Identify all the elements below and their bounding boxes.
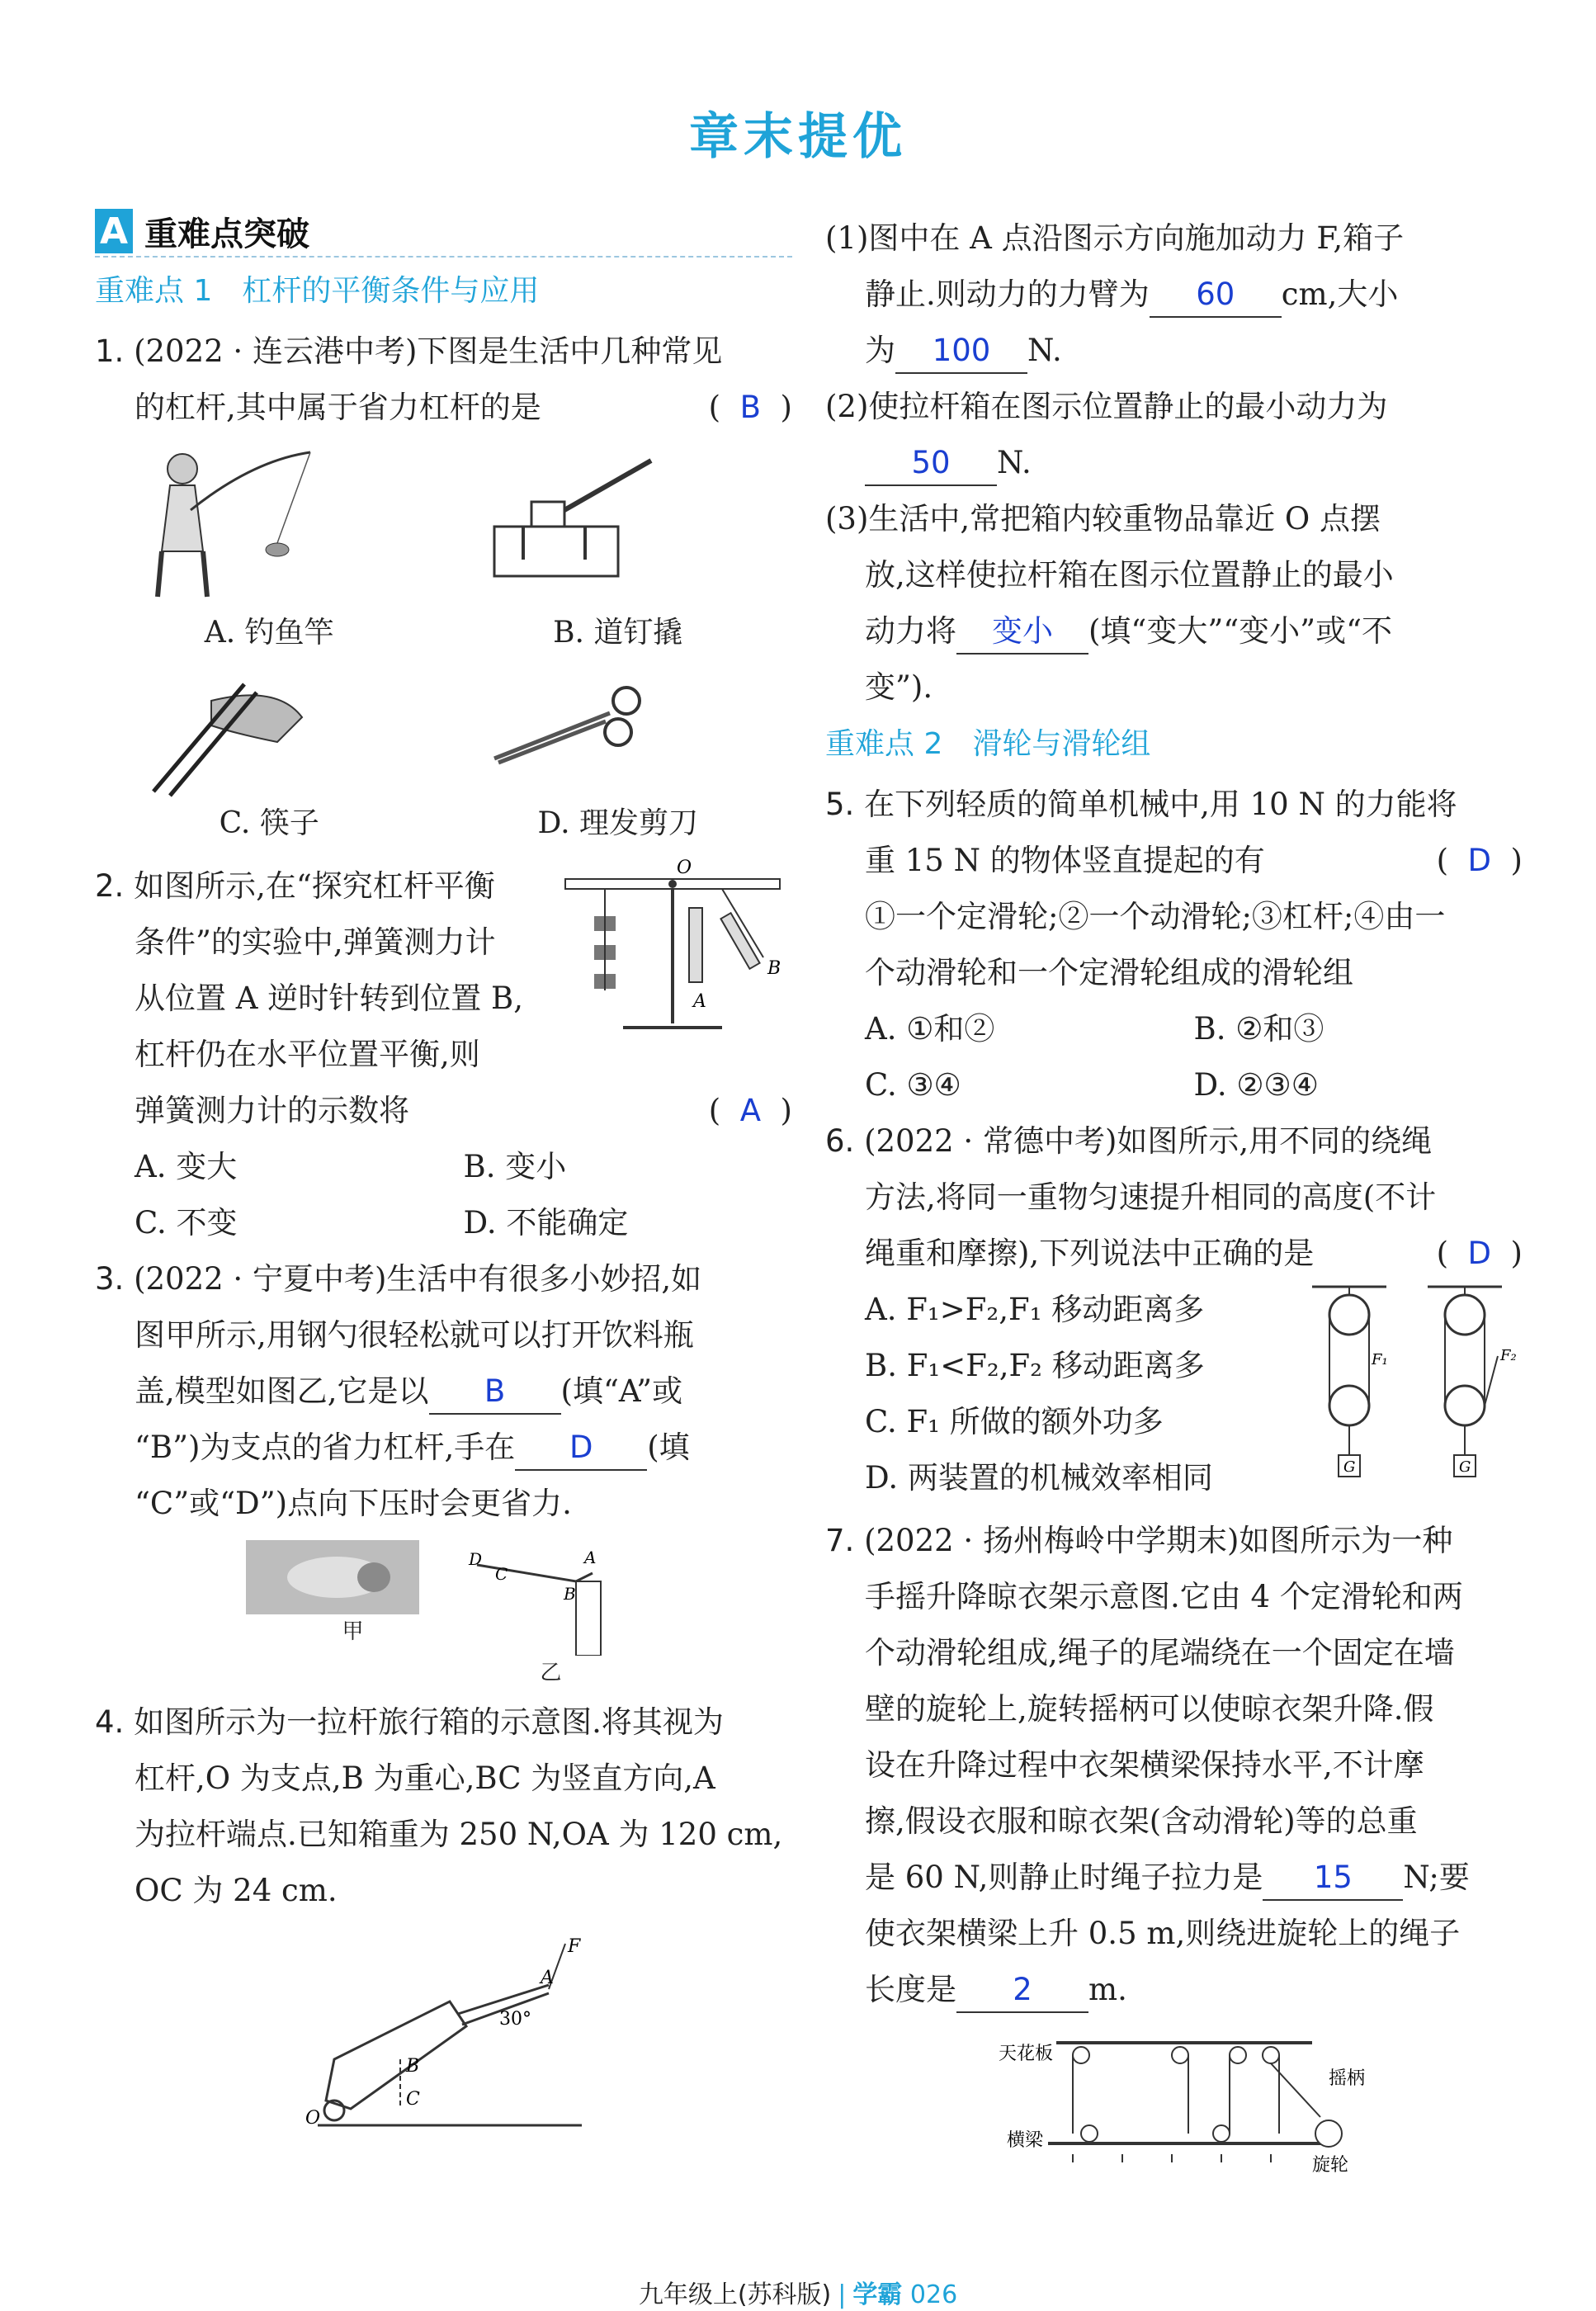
label-g-2: G: [1459, 1458, 1471, 1476]
question-2-line3: 从位置 A 逆时针转到位置 B,: [135, 981, 523, 1016]
pulley-systems-figure: [1296, 1282, 1523, 1496]
question-3-line3a: 盖,模型如图乙,它是以: [135, 1373, 429, 1409]
question-3-line2: 图甲所示,用钢勺很轻松就可以打开饮料瓶: [135, 1317, 694, 1353]
question-7-line9b: m.: [1088, 1972, 1127, 2007]
question-2-line5: 弹簧测力计的示数将: [135, 1093, 409, 1128]
label-d: D: [468, 1549, 482, 1569]
question-7-line5: 设在升降过程中衣架横梁保持水平,不计摩: [865, 1747, 1424, 1783]
question-3-number: 3.: [95, 1261, 125, 1297]
question-3-answer-2: D: [569, 1430, 593, 1465]
question-5-option-b: B. ②和③: [1193, 1011, 1324, 1047]
question-7-line4: 壁的旋轮上,旋转摇柄可以使晾衣架升降.假: [865, 1691, 1434, 1727]
question-5-line2: 重 15 N 的物体竖直提起的有: [865, 843, 1265, 878]
page-footer: 九年级上(苏科版) | 学霸 026: [638, 2280, 958, 2309]
question-4-line4: OC 为 24 cm.: [135, 1873, 338, 1908]
label-b: B: [767, 958, 781, 979]
label-a: A: [693, 991, 706, 1012]
question-5-options-row2: [825, 1057, 1523, 1113]
question-4-parts: [825, 210, 1523, 716]
question-5: 5. 在下列轻质的简单机械中,用 10 N 的力能将 重 15 N 的物体竖直提起的有 ( D ) ①一个定滑轮;②一个动滑轮;③杠杆;④由一 个动滑轮和一个定滑轮组成的滑轮组: [825, 777, 1523, 1001]
question-3-line4b: (填: [647, 1430, 690, 1465]
question-1-figures: [95, 444, 792, 651]
question-2-line1: 如图所示,在“探究杠杆平衡: [134, 868, 495, 904]
question-4-part3-line1: (3)生活中,常把箱内较重物品靠近 O 点摆: [825, 501, 1381, 536]
suitcase-figure: [301, 1935, 598, 2134]
question-6-option-a: A. F₁>F₂,F₁ 移动距离多: [865, 1292, 1205, 1327]
question-5-option-c: C. ③④: [865, 1067, 961, 1103]
label-a-q4: A: [541, 1968, 554, 1988]
question-7-answer-1: 15: [1313, 1860, 1353, 1895]
question-4-line1: 如图所示为一拉杆旅行箱的示意图.将其视为: [134, 1704, 724, 1740]
subsection-1-title: 杠杆的平衡条件与应用: [242, 274, 540, 308]
question-3-line3b: (填“A”或: [560, 1373, 683, 1409]
question-6-option-c: C. F₁ 所做的额外功多: [865, 1404, 1164, 1439]
question-5-line1: 在下列轻质的简单机械中,用 10 N 的力能将: [864, 787, 1457, 822]
question-4-part3-line4: 变”).: [865, 669, 933, 705]
nail-puller-figure: [461, 444, 676, 609]
question-2-number: 2.: [95, 868, 125, 904]
question-7-line6: 擦,假设衣服和晾衣架(含动滑轮)等的总重: [865, 1803, 1418, 1839]
question-6-line1: (2022 · 常德中考)如图所示,用不同的绕绳: [864, 1123, 1433, 1159]
question-3-line4a: “B”)为支点的省力杠杆,手在: [135, 1430, 516, 1465]
question-4-part1-answer-2: 100: [932, 333, 991, 368]
question-2: 2. 如图所示,在“探究杠杆平衡 条件”的实验中,弹簧测力计 从位置 A 逆时针转到位置 B, 杠杆仍在水平位置平衡,则 弹簧测力计的示数将 ( A ) O A B: [95, 858, 792, 1128]
section-header: [95, 206, 792, 258]
label-f2: F₂: [1500, 1347, 1517, 1364]
question-4-part2-answer: 50: [911, 445, 951, 480]
question-1-stem-line2: 的杠杆,其中属于省力杠杆的是: [135, 390, 541, 425]
question-1-number: 1.: [95, 333, 125, 369]
question-5-number: 5.: [825, 787, 855, 822]
question-6-option-d: D. 两装置的机械效率相同: [865, 1460, 1213, 1496]
question-2-line2: 条件”的实验中,弹簧测力计: [135, 924, 496, 960]
question-2-options: [95, 1139, 792, 1195]
question-4-line3: 为拉杆端点.已知箱重为 250 N,OA 为 120 cm,: [135, 1817, 783, 1852]
question-4-part1-line3a: 为: [865, 333, 895, 368]
question-2-option-c: C. 不变: [135, 1205, 238, 1241]
question-6-options-and-figure: [825, 1282, 1523, 1513]
question-6: 6. (2022 · 常德中考)如图所示,用不同的绕绳 方法,将同一重物匀速提升相同的高度(不计 绳重和摩擦),下列说法中正确的是 ( D ): [825, 1123, 1523, 1271]
clothes-rack-figure: [999, 2035, 1378, 2191]
question-7-line1: (2022 · 扬州梅岭中学期末)如图所示为一种: [864, 1523, 1453, 1558]
question-6-answer: D: [1467, 1236, 1492, 1271]
subsection-1-header: [95, 269, 792, 314]
question-4-part3-line3b: (填“变大”“变小”或“不: [1088, 613, 1393, 649]
question-7-number: 7.: [825, 1523, 855, 1558]
label-wheel: 旋轮: [1312, 2155, 1349, 2176]
question-7-line2: 手摇升降晾衣架示意图.它由 4 个定滑轮和两: [865, 1579, 1463, 1614]
question-4-part1-line1: (1)图中在 A 点沿图示方向施加动力 F,箱子: [825, 220, 1405, 256]
label-b-q4: B: [406, 2056, 420, 2077]
question-7-answer-2: 2: [1013, 1972, 1032, 2007]
question-4-part2-line2b: N.: [997, 445, 1032, 480]
question-6-line3: 绳重和摩擦),下列说法中正确的是: [865, 1236, 1315, 1271]
question-2-option-b: B. 变小: [463, 1149, 567, 1184]
label-a-q3: A: [583, 1548, 596, 1567]
question-2-answer: A: [739, 1093, 762, 1128]
question-4-part1-line3b: N.: [1027, 333, 1062, 368]
option-d-label: D. 理发剪刀: [537, 806, 698, 840]
subsection-2-number: 重难点 2: [825, 727, 943, 761]
question-3-answer-1: B: [484, 1373, 506, 1409]
question-6-line2: 方法,将同一重物匀速提升相同的高度(不计: [865, 1179, 1437, 1215]
question-2-option-a: A. 变大: [135, 1149, 238, 1184]
right-column: [825, 210, 1523, 2191]
footer-brand: 学霸: [852, 2280, 903, 2309]
question-1-stem-line1: (2022 · 连云港中考)下图是生活中几种常见: [134, 333, 723, 369]
question-4-part1-line2b: cm,大小: [1281, 276, 1399, 312]
question-2-option-d: D. 不能确定: [463, 1205, 629, 1241]
spoon-model-figure: [460, 1540, 626, 1656]
question-7-line9a: 长度是: [865, 1972, 956, 2007]
label-c: C: [494, 1564, 508, 1584]
question-4-line2: 杠杆,O 为支点,B 为重心,BC 为竖直方向,A: [135, 1760, 715, 1796]
caption-yi: 乙: [540, 1661, 562, 1685]
question-6-number: 6.: [825, 1123, 855, 1159]
subsection-2-header: [825, 722, 1523, 767]
question-1: 1. (2022 · 连云港中考)下图是生活中几种常见 的杠杆,其中属于省力杠杆的是 ( B ): [95, 333, 792, 425]
question-3-line1: (2022 · 宁夏中考)生活中有很多小妙招,如: [134, 1261, 702, 1297]
label-beam: 横梁: [1007, 2130, 1044, 2151]
fishing-rod-figure: [112, 444, 327, 609]
question-5-line4: 个动滑轮和一个定滑轮组成的滑轮组: [865, 955, 1353, 990]
subsection-2-title: 滑轮与滑轮组: [972, 727, 1151, 761]
label-g-1: G: [1343, 1458, 1356, 1476]
question-4-part3-line3a: 动力将: [865, 613, 956, 649]
chopsticks-figure: [112, 668, 327, 800]
lever-experiment-figure: [557, 858, 788, 1048]
question-1-figures-row2: [95, 668, 792, 842]
question-7: [825, 1513, 1523, 2018]
question-5-option-a: A. ①和②: [865, 1011, 995, 1047]
question-4: [95, 1694, 792, 1919]
question-2-options-row2: [95, 1195, 792, 1251]
question-2-line4: 杠杆仍在水平位置平衡,则: [135, 1037, 480, 1072]
question-3-line5: “C”或“D”)点向下压时会更省力.: [135, 1486, 572, 1521]
question-4-number: 4.: [95, 1704, 125, 1740]
section-badge: A: [95, 209, 133, 253]
question-4-part1-answer-1: 60: [1196, 276, 1235, 312]
footer-grade: 九年级上(苏科版): [638, 2280, 832, 2309]
label-f: F: [568, 1936, 581, 1957]
subsection-1-number: 重难点 1: [95, 274, 213, 308]
question-7-line8: 使衣架横梁上升 0.5 m,则绕进旋轮上的绳子: [865, 1916, 1461, 1951]
label-o: O: [677, 858, 692, 878]
label-ceiling: 天花板: [999, 2044, 1054, 2064]
question-6-option-b: B. F₁<F₂,F₂ 移动距离多: [865, 1348, 1205, 1383]
label-b-q3: B: [563, 1584, 576, 1604]
question-5-option-d: D. ②③④: [1193, 1067, 1319, 1103]
question-5-options: [825, 1001, 1523, 1057]
question-4-part2-line1: (2)使拉杆箱在图示位置静止的最小动力为: [825, 389, 1388, 424]
question-3-figures: [95, 1540, 792, 1686]
label-f1: F₁: [1372, 1351, 1388, 1368]
label-c-q4: C: [406, 2089, 420, 2110]
question-3: [95, 1251, 792, 1532]
question-4-part3-line2: 放,这样使拉杆箱在图示位置静止的最小: [865, 557, 1394, 593]
option-b-label: B. 道钉撬: [553, 616, 683, 650]
question-4-part3-answer: 变小: [992, 613, 1053, 649]
caption-jia: 甲: [342, 1619, 364, 1644]
question-7-line7b: N;要: [1403, 1860, 1470, 1895]
option-a-label: A. 钓鱼竿: [204, 616, 334, 650]
question-4-part1-line2a: 静止.则动力的力臂为: [865, 276, 1150, 312]
page-title: 章末提优: [689, 108, 907, 166]
left-column: [95, 206, 792, 2134]
section-title: 重难点突破: [144, 215, 309, 253]
label-o-q4: O: [305, 2108, 321, 2129]
label-handle: 摇柄: [1329, 2068, 1366, 2089]
spoon-photo-figure: [246, 1540, 419, 1614]
question-7-line3: 个动滑轮组成,绳子的尾端绕在一个固定在墙: [865, 1635, 1455, 1671]
scissors-figure: [461, 668, 676, 800]
question-5-line3: ①一个定滑轮;②一个动滑轮;③杠杆;④由一: [865, 899, 1446, 934]
label-angle: 30°: [499, 2009, 531, 2030]
question-1-answer: B: [739, 390, 762, 425]
question-5-answer: D: [1467, 843, 1492, 878]
question-7-line7a: 是 60 N,则静止时绳子拉力是: [865, 1860, 1263, 1895]
page-number: 026: [909, 2280, 958, 2309]
option-c-label: C. 筷子: [219, 806, 319, 840]
